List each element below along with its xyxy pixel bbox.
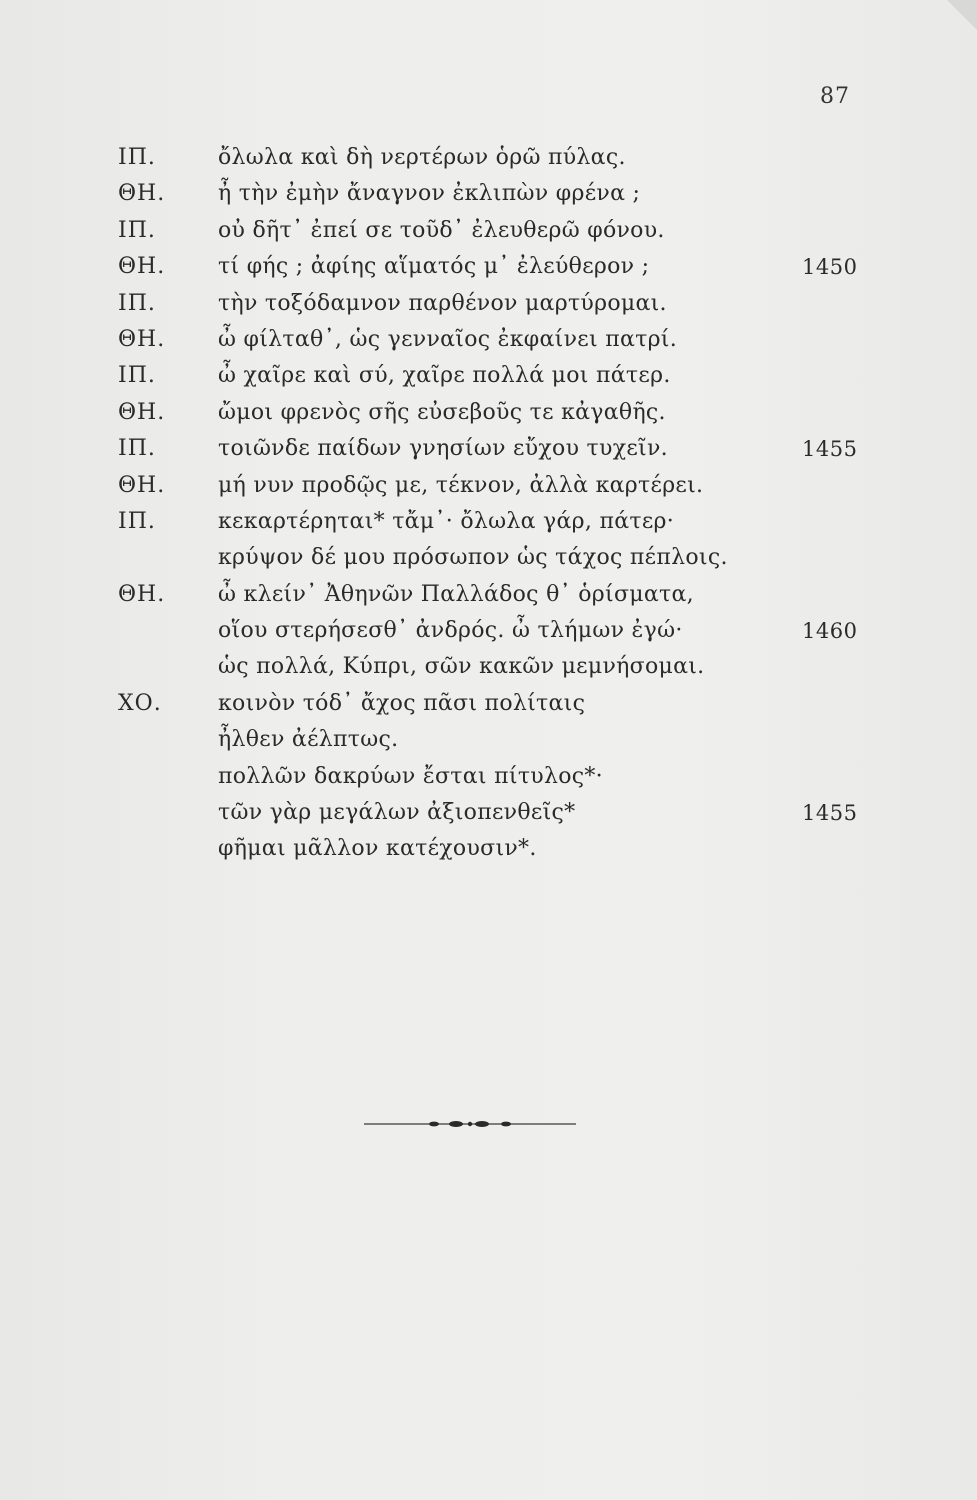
verse-line xyxy=(0,358,977,394)
line-number: 1460 xyxy=(802,619,858,644)
folded-corner xyxy=(947,0,977,30)
verse-text: μή νυν προδῷς με, τέκνον, ἀλλὰ καρτέρει. xyxy=(218,472,704,498)
speaker-label: ΧΟ. xyxy=(118,690,162,716)
verse-text: ὦ χαῖρε καὶ σύ, χαῖρε πολλά μοι πάτερ. xyxy=(218,363,671,389)
line-number: 1455 xyxy=(802,801,858,826)
verse-text: πολλῶν δακρύων ἔσται πίτυλος*· xyxy=(218,763,603,789)
speaker-label: ΙΠ. xyxy=(118,217,156,243)
line-number: 1455 xyxy=(802,437,858,462)
verse-text: τῶν γὰρ μεγάλων ἀξιοπενθεῖς* xyxy=(218,800,576,826)
verse-text: οἵου στερήσεσθ᾽ ἀνδρός. ὦ τλήμων ἐγώ· xyxy=(218,618,683,644)
speaker-label: ΘΗ. xyxy=(118,181,166,207)
verse-line xyxy=(0,540,977,576)
verse-line xyxy=(0,795,977,831)
verse-line xyxy=(0,176,977,212)
verse-text: τὴν τοξόδαμνον παρθένον μαρτύρομαι. xyxy=(218,290,667,316)
page-number: 87 xyxy=(820,84,850,109)
verse-line xyxy=(0,431,977,467)
speaker-label: ΙΠ. xyxy=(118,363,156,389)
line-number: 1450 xyxy=(802,255,858,280)
verse-line xyxy=(0,213,977,249)
speaker-label: ΘΗ. xyxy=(118,254,166,280)
verse-line xyxy=(0,686,977,722)
verse-text: ὦ κλείν᾽ Ἀθηνῶν Παλλάδος θ᾽ ὁρίσματα, xyxy=(218,581,694,607)
speaker-label: ΘΗ. xyxy=(118,472,166,498)
verse-line xyxy=(0,577,977,613)
verse-text: ἦλθεν ἀέλπτως. xyxy=(218,727,399,753)
verse-lines xyxy=(0,140,977,868)
verse-text: κρύψον δέ μου πρόσωπον ὡς τάχος πέπλοις. xyxy=(218,545,728,571)
verse-text: ὦ φίλταθ᾽, ὡς γενναῖος ἐκφαίνει πατρί. xyxy=(218,326,678,352)
verse-line xyxy=(0,831,977,867)
verse-text: ὄλωλα καὶ δὴ νερτέρων ὁρῶ πύλας. xyxy=(218,145,626,170)
verse-line xyxy=(0,468,977,504)
verse-line xyxy=(0,395,977,431)
speaker-label: ΙΠ. xyxy=(118,145,156,170)
verse-line xyxy=(0,140,977,176)
speaker-label: ΙΠ. xyxy=(118,508,156,534)
speaker-label: ΘΗ. xyxy=(118,326,166,352)
speaker-label: ΙΠ. xyxy=(118,290,156,316)
verse-line xyxy=(0,286,977,322)
end-ornament xyxy=(364,1118,576,1130)
verse-line xyxy=(0,249,977,285)
verse-text: κεκαρτέρηται* τἄμ᾽· ὄλωλα γάρ, πάτερ· xyxy=(218,508,675,534)
speaker-label: ΙΠ. xyxy=(118,436,156,462)
verse-line xyxy=(0,722,977,758)
verse-text: φῆμαι μᾶλλον κατέχουσιν*. xyxy=(218,836,537,862)
verse-line xyxy=(0,613,977,649)
verse-line xyxy=(0,759,977,795)
verse-text: τοιῶνδε παίδων γνησίων εὔχου τυχεῖν. xyxy=(218,436,668,462)
verse-line xyxy=(0,504,977,540)
verse-line xyxy=(0,649,977,685)
speaker-label: ΘΗ. xyxy=(118,399,166,425)
verse-line xyxy=(0,322,977,358)
verse-text: ὤμοι φρενὸς σῆς εὐσεβοῦς τε κἀγαθῆς. xyxy=(218,399,666,425)
verse-text: ὡς πολλά, Κύπρι, σῶν κακῶν μεμνήσομαι. xyxy=(218,654,705,680)
verse-text: τί φής ; ἀφίης αἵματός μ᾽ ἐλεύθερον ; xyxy=(218,254,650,280)
verse-text: οὐ δῆτ᾽ ἐπεί σε τοῦδ᾽ ἐλευθερῶ φόνου. xyxy=(218,217,665,243)
speaker-label: ΘΗ. xyxy=(118,581,166,607)
verse-text: ἦ τὴν ἐμὴν ἄναγνον ἐκλιπὼν φρένα ; xyxy=(218,181,641,207)
verse-text: κοινὸν τόδ᾽ ἄχος πᾶσι πολίταις xyxy=(218,690,586,716)
